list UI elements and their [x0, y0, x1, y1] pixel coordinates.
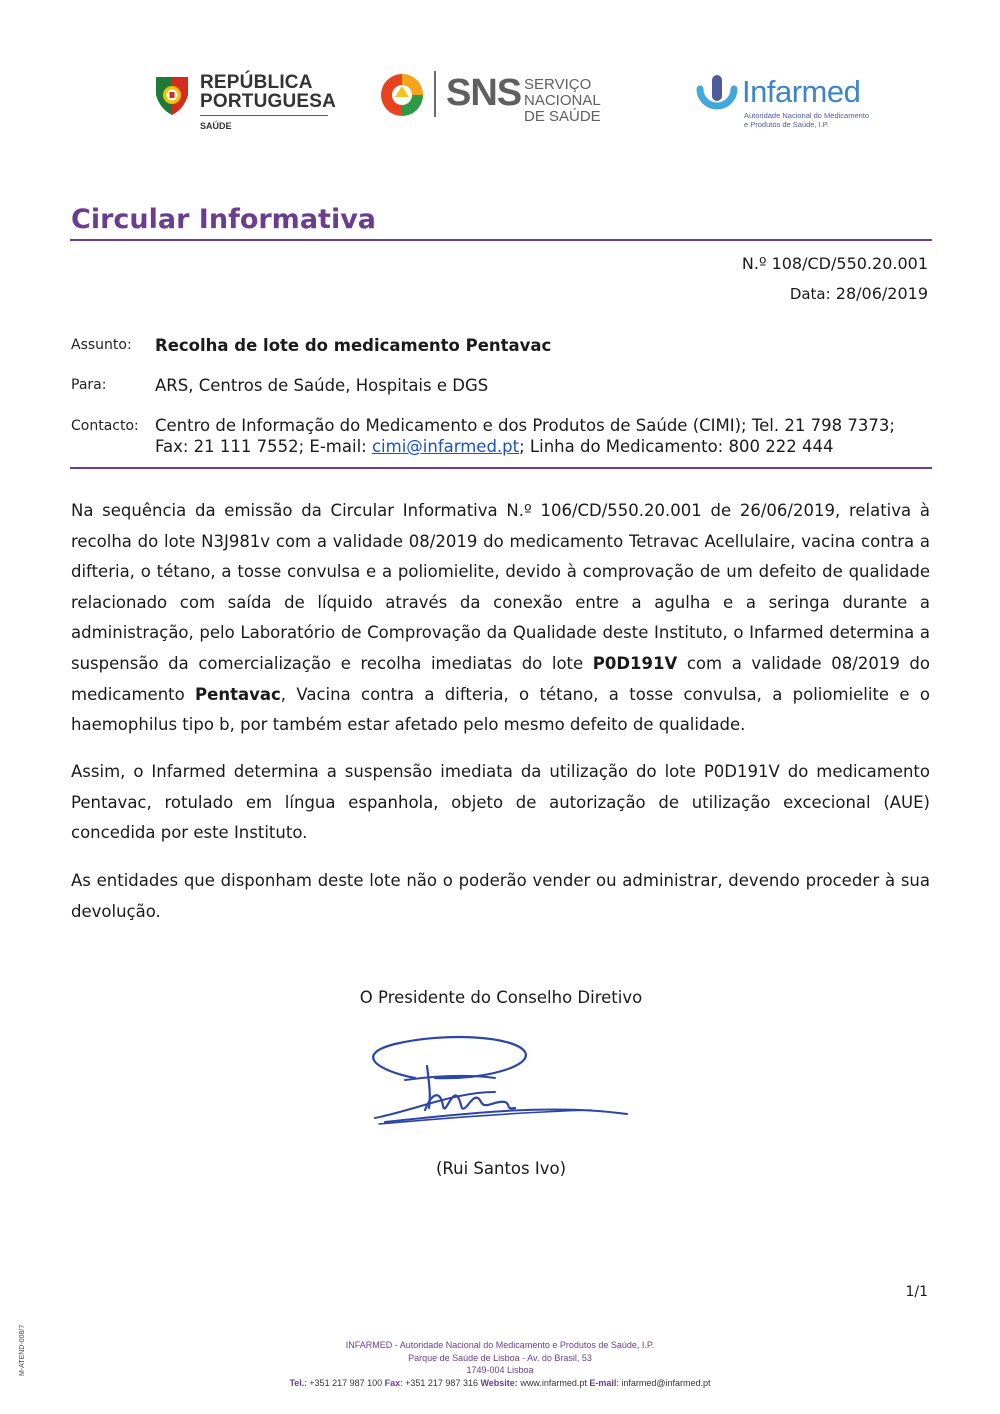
para-value: ARS, Centros de Saúde, Hospitais e DGS: [155, 376, 489, 395]
circular-date: [790, 284, 928, 303]
lot-number: P0D191V: [592, 653, 678, 673]
footer-address: Parque de Saúde de Lisboa - Av. do Brasil, 53: [408, 1352, 592, 1363]
page-number: 1/1: [905, 1284, 928, 1300]
footer-tel: : +351 217 987 100: [304, 1377, 385, 1388]
contacto-line1: Centro de Informação do Medicamento e dos Produtos de Saúde (CIMI); Tel. 21 798 7373;: [155, 416, 895, 435]
infarmed-logo: [694, 73, 869, 133]
footer: [0, 1339, 1000, 1389]
assunto-label: Assunto:: [71, 337, 132, 353]
circular-number: N.º 108/CD/550.20.001: [741, 254, 928, 273]
sns-logo: [378, 71, 648, 125]
footer-website[interactable]: www.infarmed.pt: [517, 1377, 590, 1388]
paragraph-1-a: Na sequência da emissão da Circular Informativa N.º 106/CD/550.20.001 de 26/06/2019, relativa à recolha do lote N3J981v com a validade 08/2019 do medicamento Tetravac Acellulaire, vacina contra a difteria, o tétano, a tosse convulsa e a poliomielite, devido à comprovação de um defeito de qualidade relacionado com saída de líquido através da conexão entre a agulha e a seringa durante a administração, pelo Laboratório de Comprovação da Qualidade deste Instituto, o Infarmed determina a suspensão da comercialização e recolha imediatas do lote: [71, 501, 930, 673]
sns-line1: SERVIÇO NACIONAL: [524, 76, 601, 109]
medicine-name: Pentavac: [195, 684, 281, 704]
para-label: Para:: [71, 377, 107, 393]
infarmed-wordmark: Infarmed: [742, 74, 861, 109]
document-title: Circular Informativa: [71, 204, 377, 235]
infarmed-tagline: [744, 111, 869, 129]
sns-line2: DE SAÚDE: [524, 108, 601, 125]
footer-web-label: Website:: [480, 1377, 518, 1388]
infarmed-emblem-icon: [694, 73, 740, 119]
republica-divider: [200, 115, 328, 116]
contacto-value: [155, 415, 935, 457]
date-label: Data:: [789, 285, 831, 303]
paragraph-1: [71, 496, 930, 741]
footer-fax: : +351 217 987 316: [400, 1377, 481, 1388]
signatory-name: (Rui Santos Ivo): [435, 1159, 567, 1178]
republica-line: REPÚBLICA: [200, 72, 313, 93]
assunto-text: Recolha de lote do medicamento Pentavac: [155, 336, 552, 355]
contacto-label: Contacto:: [71, 418, 139, 434]
date-value: 28/06/2019: [835, 284, 928, 303]
paragraph-1-b: com a validade 08/2019 do medicamento: [71, 653, 930, 704]
handwritten-signature: [355, 1030, 635, 1130]
footer-org: INFARMED - Autoridade Nacional do Medicamento e Produtos de Saúde, I.P.: [345, 1340, 655, 1350]
footer-fax-label: Fax: [384, 1377, 401, 1388]
cimi-email-link[interactable]: cimi@infarmed.pt: [371, 437, 520, 456]
footer-email[interactable]: : infarmed@infarmed.pt: [616, 1377, 711, 1388]
contacto-fax: Fax: 21 111 7552; E-mail:: [155, 437, 372, 456]
republica-portuguesa-logo: [152, 72, 337, 135]
contacto-linha: ; Linha do Medicamento: 800 222 444: [519, 437, 834, 456]
infarmed-tagline-2: e Produtos de Saúde, I.P.: [744, 120, 829, 129]
sns-divider: [434, 71, 436, 117]
paragraph-1-c: , Vacina contra a difteria, o tétano, a tosse convulsa, a poliomielite e o haemophilus tipo b, por também estar afetado pelo mesmo defeito de qualidade.: [71, 684, 930, 735]
title-underline: [70, 239, 932, 241]
contacto-line2: [155, 436, 935, 457]
portuguesa-line: PORTUGUESA: [200, 91, 337, 112]
sns-emblem-icon: [378, 71, 426, 119]
sns-fullname: [524, 77, 648, 125]
signatory-title: O Presidente do Conselho Diretivo: [359, 988, 643, 1007]
republica-saude-label: SAÚDE: [200, 121, 232, 131]
assunto-value: [155, 335, 935, 356]
paragraph-2: Assim, o Infarmed determina a suspensão imediata da utilização do lote P0D191V do medicamento Pentavac, rotulado em língua espanhola, objeto de autorização de utilização excecional (AUE) concedida por este Instituto.: [71, 762, 930, 843]
portugal-emblem-icon: [152, 73, 192, 119]
infarmed-tagline-1: Autoridade Nacional do Medicamento: [744, 111, 870, 120]
footer-contacts: [0, 1377, 1000, 1390]
form-code: M-ATEND-008/7: [19, 1324, 26, 1376]
footer-email-label: E-mail: [589, 1377, 617, 1388]
republica-portuguesa-wordmark: [200, 73, 336, 111]
paragraph-3: As entidades que disponham deste lote não o poderão vender ou administrar, devendo proceder à sua devolução.: [71, 871, 930, 921]
meta-divider: [70, 467, 932, 469]
footer-tel-label: Tel.: [289, 1377, 305, 1388]
sns-abbreviation: SNS: [446, 72, 522, 114]
footer-postcode: 1749-004 Lisboa: [466, 1365, 534, 1375]
